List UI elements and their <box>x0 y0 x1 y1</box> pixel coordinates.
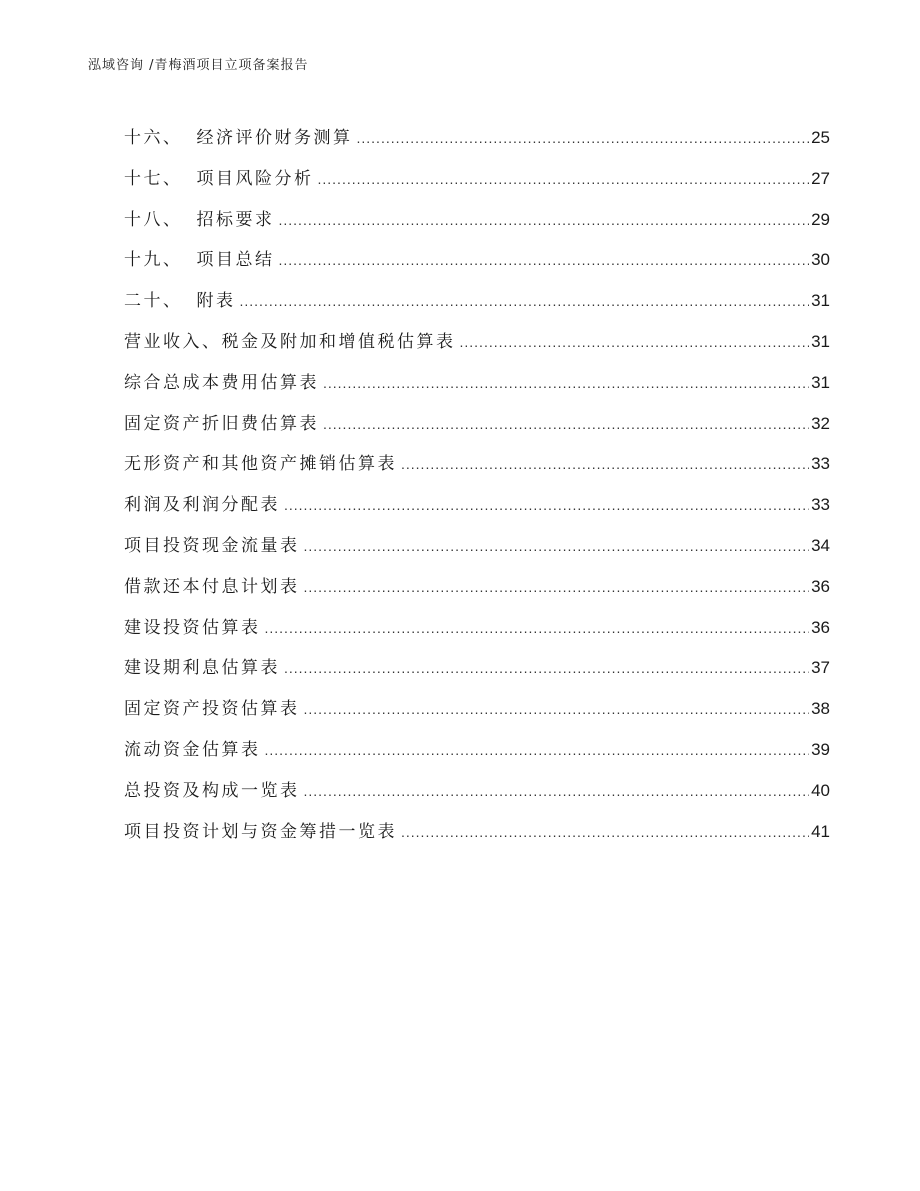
toc-entry-title: 项目总结 <box>196 250 275 271</box>
toc-entry-number: 十八、 <box>124 209 183 230</box>
toc-dot-leader <box>318 159 810 200</box>
toc-entry-20[interactable] <box>124 281 830 322</box>
toc-dot-leader <box>284 485 809 526</box>
toc-dot-leader <box>279 200 810 241</box>
toc-entry-title: 利润及利润分配表 <box>124 495 280 516</box>
toc-entry-page: 37 <box>811 658 830 678</box>
toc-table-entry[interactable] <box>124 322 830 363</box>
toc-entry-page: 36 <box>811 617 830 637</box>
toc-dot-leader <box>401 812 809 853</box>
toc-dot-leader <box>304 689 810 730</box>
toc-entry-page: 36 <box>811 576 830 596</box>
toc-dot-leader <box>265 608 810 649</box>
running-header: 泓域咨询 /青梅酒项目立项备案报告 <box>88 58 309 73</box>
toc-entry-title: 项目投资计划与资金筹措一览表 <box>124 821 397 842</box>
toc-dot-leader <box>401 444 809 485</box>
toc-table-entry[interactable] <box>124 608 830 649</box>
toc-entry-title: 营业收入、税金及附加和增值税估算表 <box>124 331 456 352</box>
toc-table-entry[interactable] <box>124 404 830 445</box>
table-of-contents <box>124 118 830 852</box>
toc-entry-page: 25 <box>811 128 830 147</box>
toc-entry-title: 综合总成本费用估算表 <box>124 372 319 393</box>
toc-entry-title: 流动资金估算表 <box>124 739 261 760</box>
toc-entry-19[interactable] <box>124 240 830 281</box>
toc-entry-page: 33 <box>811 495 830 515</box>
toc-entry-number: 十七、 <box>124 168 183 189</box>
toc-table-entry[interactable] <box>124 771 830 812</box>
toc-entry-number: 二十、 <box>124 291 183 312</box>
toc-table-entry[interactable] <box>124 485 830 526</box>
toc-entry-page: 27 <box>811 168 830 188</box>
toc-entry-18[interactable] <box>124 200 830 241</box>
toc-entry-page: 29 <box>811 209 830 229</box>
toc-entry-title: 经济评价财务测算 <box>196 128 353 148</box>
toc-entry-16[interactable] <box>124 118 830 159</box>
toc-entry-number: 十六、 <box>124 128 183 148</box>
toc-dot-leader <box>240 281 810 322</box>
toc-entry-title: 项目风险分析 <box>196 168 314 189</box>
toc-entry-page: 31 <box>811 372 830 392</box>
toc-entry-title: 项目投资现金流量表 <box>124 535 300 556</box>
toc-entry-page: 30 <box>811 250 830 270</box>
toc-entry-page: 38 <box>811 699 830 719</box>
toc-entry-title: 建设投资估算表 <box>124 617 261 638</box>
toc-entry-title: 固定资产折旧费估算表 <box>124 413 319 434</box>
toc-entry-page: 40 <box>811 780 830 800</box>
toc-table-entry[interactable] <box>124 567 830 608</box>
toc-entry-title: 借款还本付息计划表 <box>124 576 300 597</box>
toc-table-entry[interactable] <box>124 812 830 853</box>
toc-table-entry[interactable] <box>124 444 830 485</box>
toc-dot-leader <box>284 648 809 689</box>
toc-entry-title: 附表 <box>196 291 236 312</box>
toc-entry-page: 41 <box>811 821 830 841</box>
toc-table-entry[interactable] <box>124 363 830 404</box>
toc-dot-leader <box>304 771 810 812</box>
toc-dot-leader <box>323 363 809 404</box>
toc-entry-page: 31 <box>811 291 830 311</box>
toc-entry-page: 34 <box>811 535 830 555</box>
toc-table-entry[interactable] <box>124 526 830 567</box>
toc-entry-page: 31 <box>811 331 830 351</box>
toc-entry-17[interactable] <box>124 159 830 200</box>
toc-entry-title: 招标要求 <box>196 209 275 230</box>
toc-entry-page: 32 <box>811 413 830 433</box>
toc-entry-number: 十九、 <box>124 250 183 271</box>
toc-dot-leader <box>357 118 810 159</box>
toc-entry-title: 无形资产和其他资产摊销估算表 <box>124 454 397 475</box>
toc-entry-title: 建设期利息估算表 <box>124 658 280 679</box>
toc-dot-leader <box>304 567 810 608</box>
toc-entry-title: 固定资产投资估算表 <box>124 699 300 720</box>
toc-table-entry[interactable] <box>124 648 830 689</box>
toc-dot-leader <box>323 404 809 445</box>
toc-entry-page: 33 <box>811 454 830 474</box>
toc-table-entry[interactable] <box>124 689 830 730</box>
toc-dot-leader <box>304 526 810 567</box>
toc-dot-leader <box>460 322 810 363</box>
toc-table-entry[interactable] <box>124 730 830 771</box>
toc-dot-leader <box>279 240 810 281</box>
toc-entry-title: 总投资及构成一览表 <box>124 780 300 801</box>
toc-entry-page: 39 <box>811 739 830 759</box>
toc-dot-leader <box>265 730 810 771</box>
